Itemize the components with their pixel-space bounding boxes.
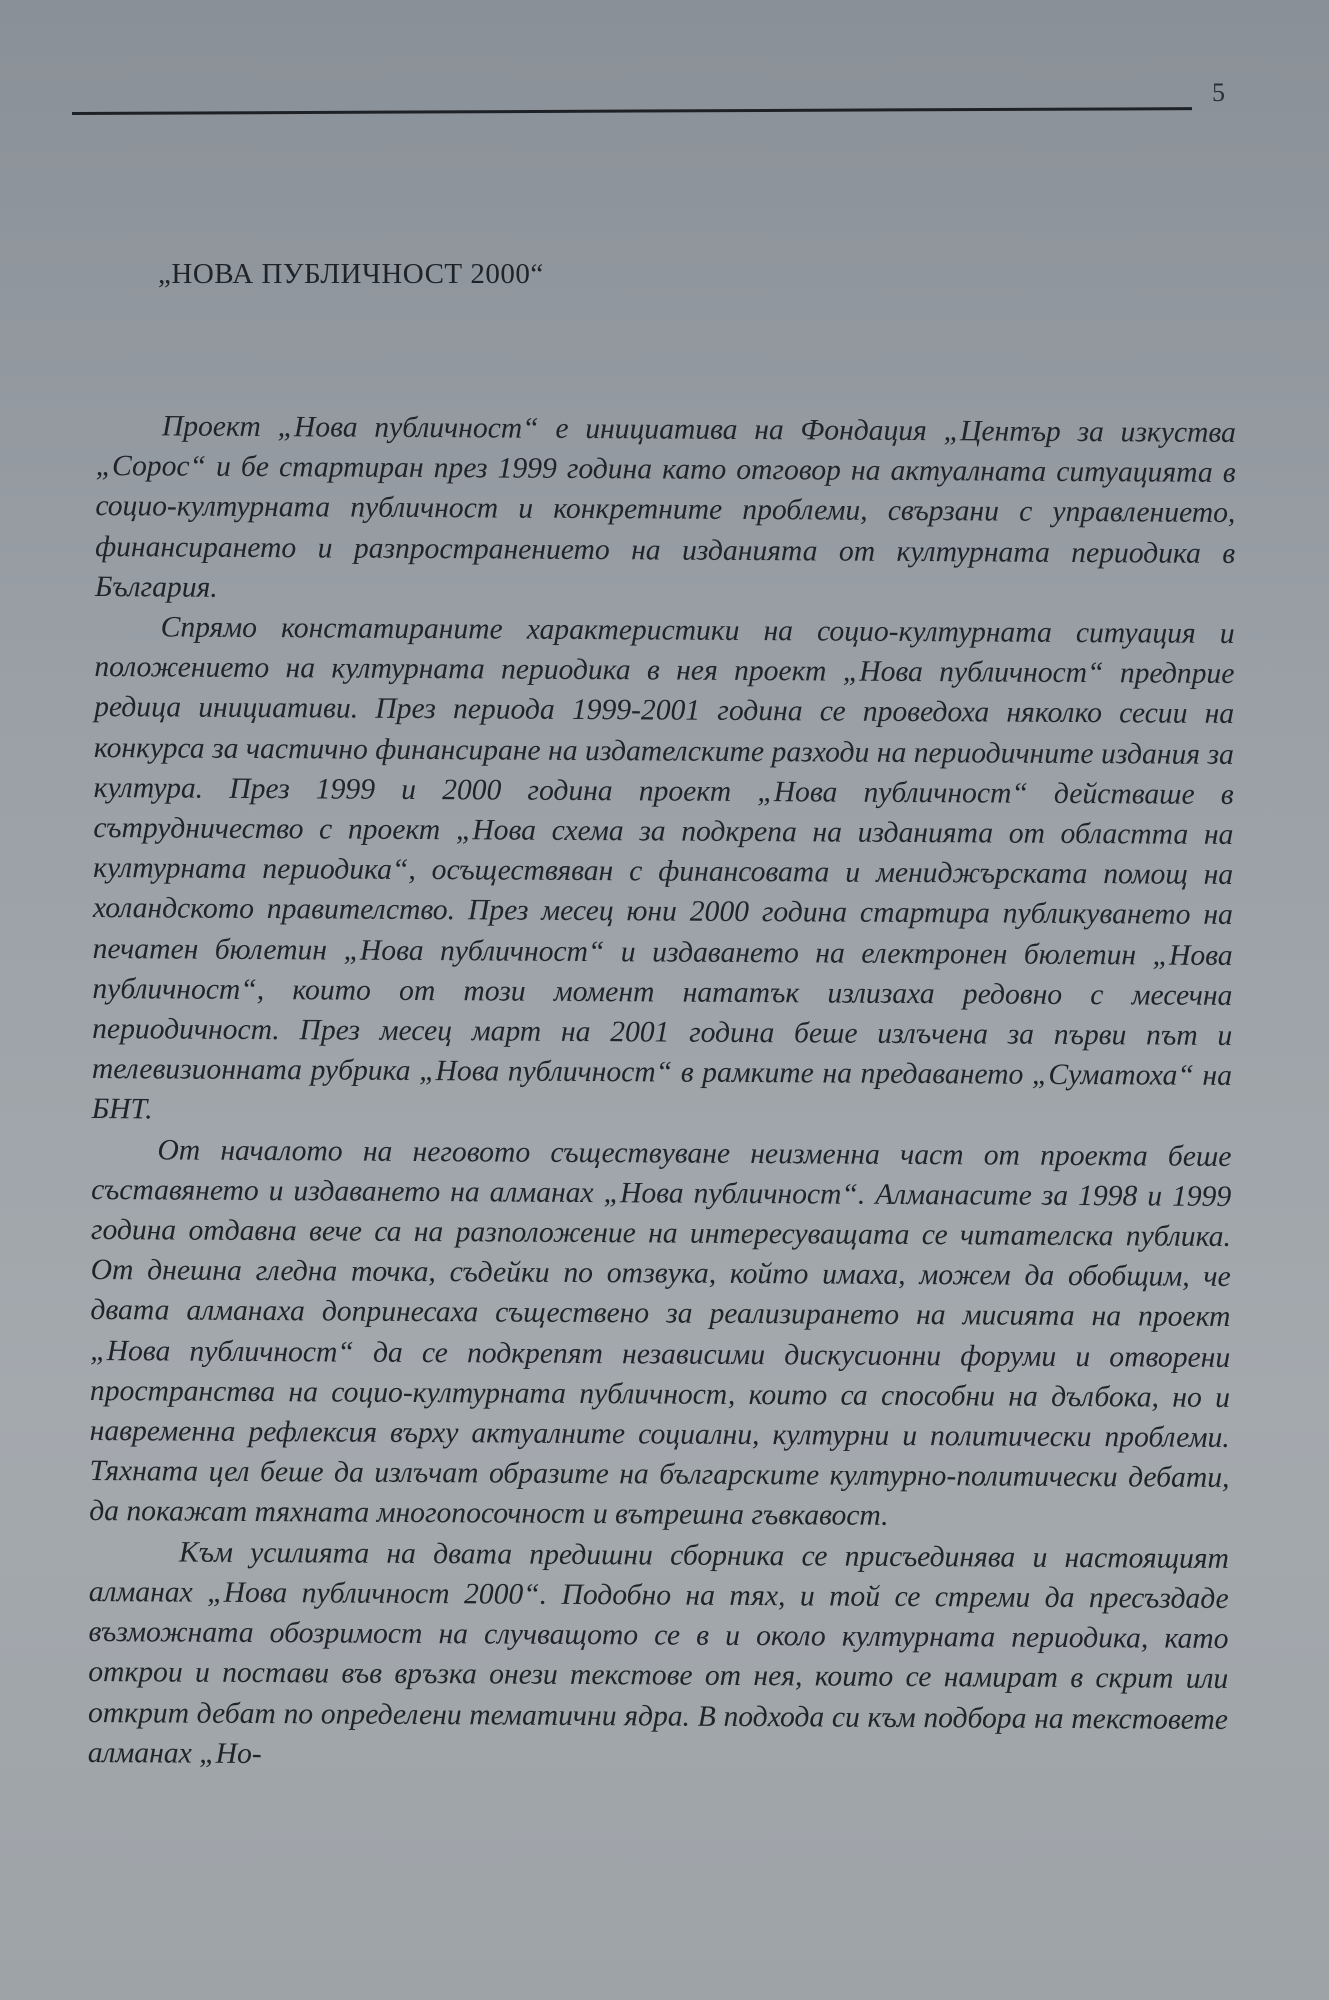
section-title: „НОВА ПУБЛИЧНОСТ 2000“ bbox=[158, 258, 544, 290]
paragraph-2: Спрямо констатираните характеристики на социо-културната ситуация и положението на културната периодика в нея проект „Нова публичност“ предприе редица инициативи. През периода 1999-2001 година се проведоха няколко сесии на конкурса за частично финансиране на издателските разходи на периодичните издания за култура. През 1999 и 2000 година проект „Нова публичност“ действаше в сътрудничество с проект „Нова схема за подкрепа на изданията от областта на културната периодика“, осъществяван с финансовата и мениджърската помощ на холандското правителство. През месец юни 2000 година стартира публикуването на печатен бюлетин „Нова публичност“ и издаването на електронен бюлетин „Нова публичност“, които от този момент нататък излизаха редовно с месечна периодичност. През месец март на 2001 година беше излъчена за първи път и телевизионната рубрика „Нова публичност“ в рамките на предаването „Суматоха“ на БНТ. bbox=[91, 611, 1235, 1126]
paragraph-1: Проект „Нова публичност“ е инициатива на Фондация „Център за изкуства „Сорос“ и бе стартиран през 1999 година като отговор на актуалната ситуацията в социо-културната публичност и конкретните проблеми, свързани с управлението, финансирането и разпространението на изданията от културната периодика в България. bbox=[94, 410, 1236, 604]
page-number: 5 bbox=[1212, 78, 1225, 107]
body-text bbox=[88, 406, 1236, 1780]
header-rule bbox=[72, 107, 1192, 115]
paragraph-4: Към усилията на двата предишни сборника се присъединява и настоящият алманах „Нова публичност 2000“. Подобно на тях, и той се стреми да пресъздаде възможната обозримост на случващото се в и около културната периодика, като открои и постави във връзка онези текстове от нея, които се намират в скрит или открит дебат по определени тематични ядра. В подхода си към подбора на текстовете алманах „Но- bbox=[87, 1536, 1230, 1770]
paragraph-3: От началото на неговото съществуване неизменна част от проекта беше съставянето и издаването на алманах „Нова публичност“. Алманасите за 1998 и 1999 година отдавна вече са на разположение на интересуващата се читателска публика. От днешна гледна точка, съдейки по отзвука, който имаха, можем да обобщим, че двата алманаха допринесаха съществено за реализирането на мисията на проект „Нова публичност“ да се подкрепят независими дискусионни форуми и отворени пространства на социо-културната публичност, които са способни на дълбока, но и навременна рефлексия върху актуалните социални, културни и политически проблеми. Тяхната цел беше да излъчат образите на българските културно-политически дебати, да покажат тяхната многопосочност и вътрешна гъвкавост. bbox=[89, 1134, 1232, 1533]
